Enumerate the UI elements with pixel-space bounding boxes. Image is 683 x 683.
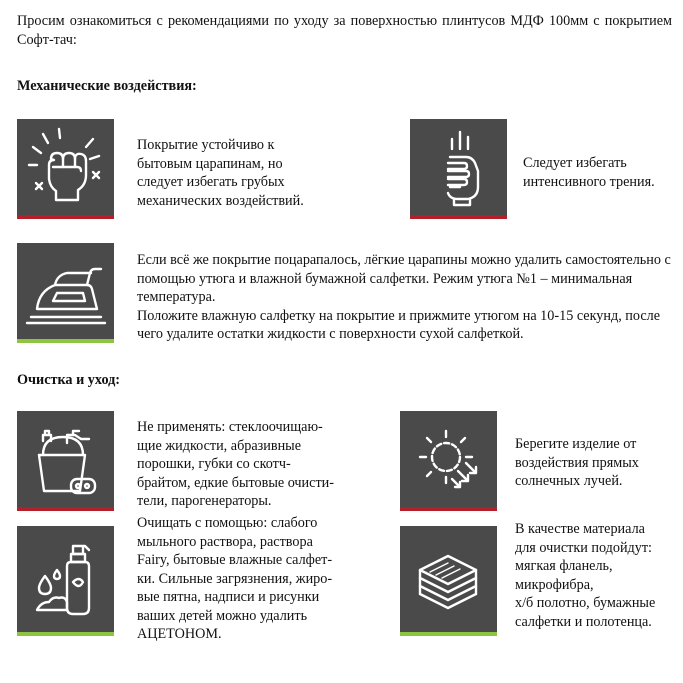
clean-with-text: Очищать с помощью: слабого мыльного раствора, раствора Fairy, бытовые влажные салфет- ки. Сильные загрязнения, жиро- вые пятна, надписи и рисунки ваших детей можно удалить АЦЕТОНОМ. [137, 515, 333, 642]
section-heading-mechanical: Механические воздействия: [17, 78, 197, 94]
sun-icon [400, 411, 497, 511]
red-bar [17, 215, 114, 219]
iron-tile [17, 243, 114, 343]
green-bar [400, 632, 497, 636]
avoid-friction-text: Следует избегать интенсивного трения. [523, 155, 655, 190]
green-bar [17, 632, 114, 636]
iron-icon [17, 243, 114, 343]
section-heading-cleaning: Очистка и уход: [17, 372, 121, 388]
sun-tile [400, 411, 497, 511]
fist-tile [17, 119, 114, 219]
green-bar [17, 339, 114, 343]
friction-tile [410, 119, 507, 219]
bucket-tile [17, 411, 114, 511]
iron-repair-text: Если всё же покрытие поцарапалось, лёгкие царапины можно удалить самостоятельно с помощью утюга и влажной бумажной салфетки. Режим утюга №1 – минимальная температура. Положите влажную салфетку на покрытие и прижмите утюгом на 10-15 секунд, после чего удалите остатки жидкости с поверхности сухой салфеткой. [137, 252, 671, 342]
cleaning-bucket-icon [17, 411, 114, 511]
cloth-tile [400, 526, 497, 636]
soap-tile [17, 526, 114, 636]
red-bar [400, 507, 497, 511]
hand-rub-icon [410, 119, 507, 219]
scratch-resistant-text: Покрытие устойчиво к бытовым царапинам, но следует избегать грубых механических воздействий. [137, 137, 304, 209]
intro-text: Просим ознакомиться с рекомендациями по уходу за поверхностью плинтусов МДФ 100мм с покрытием Софт-тач: [17, 13, 672, 48]
soap-dispenser-icon [17, 526, 114, 636]
red-bar [410, 215, 507, 219]
fist-icon [17, 119, 114, 219]
red-bar [17, 507, 114, 511]
materials-text: В качестве материала для очистки подойдут: мягкая фланель, микрофибра, х/б полотно, бумажные салфетки и полотенца. [515, 521, 656, 630]
do-not-use-text: Не применять: стеклоочищаю- щие жидкости, абразивные порошки, губки со скотч- брайтом, едкие бытовые очисти- тели, парогенераторы. [137, 419, 334, 509]
cloth-stack-icon [400, 526, 497, 636]
avoid-sun-text: Берегите изделие от воздействия прямых солнечных лучей. [515, 436, 639, 489]
